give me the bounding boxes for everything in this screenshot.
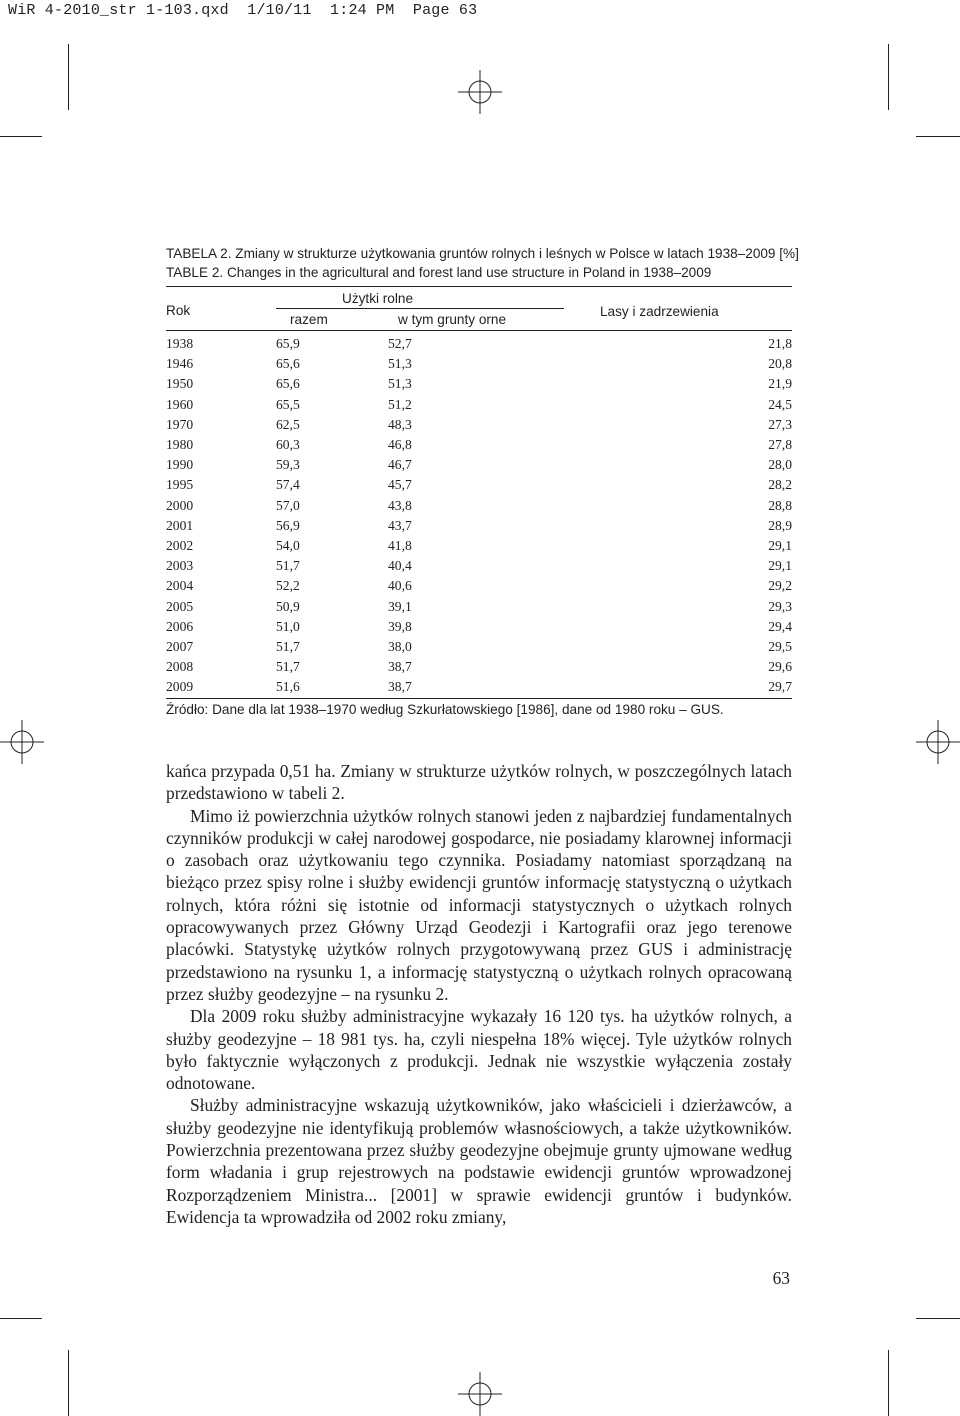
header-bottom-rule	[166, 330, 792, 331]
header-subrule	[276, 308, 564, 309]
crop-mark-top-right-v	[888, 44, 889, 110]
table-row	[166, 475, 792, 495]
table-row	[166, 677, 792, 697]
cell-razem: 51,7	[276, 659, 300, 675]
registration-mark-right-icon	[916, 720, 960, 764]
cell-razem: 51,7	[276, 558, 300, 574]
cell-year: 2005	[166, 598, 194, 614]
cell-grunty-orne: 43,8	[388, 497, 412, 513]
cell-grunty-orne: 51,3	[388, 376, 412, 392]
cell-grunty-orne: 48,3	[388, 416, 412, 432]
cell-lasy: 27,3	[768, 416, 792, 432]
registration-mark-top-icon	[458, 70, 502, 114]
table-row	[166, 556, 792, 576]
cell-grunty-orne: 39,1	[388, 598, 412, 614]
header-lasy: Lasy i zadrzewienia	[600, 304, 719, 319]
cell-year: 1995	[166, 477, 194, 493]
page-number: 63	[772, 1268, 790, 1288]
table-row	[166, 395, 792, 415]
cell-razem: 51,6	[276, 679, 300, 695]
cell-grunty-orne: 38,7	[388, 679, 412, 695]
cell-razem: 54,0	[276, 538, 300, 554]
caption-polish: TABELA 2. Zmiany w strukturze użytkowania gruntów rolnych i leśnych w Polsce w latach 1938–2009 [%]	[166, 246, 799, 261]
table-row	[166, 536, 792, 556]
crop-mark-bottom-left-v	[68, 1350, 69, 1416]
cell-lasy: 29,2	[768, 578, 792, 594]
table-row	[166, 374, 792, 394]
cell-year: 2004	[166, 578, 194, 594]
cell-grunty-orne: 39,8	[388, 618, 412, 634]
cell-year: 1938	[166, 336, 194, 351]
crop-mark-bottom-left-h	[0, 1318, 42, 1319]
cell-lasy: 29,1	[768, 558, 792, 574]
cell-year: 2008	[166, 659, 194, 675]
cell-lasy: 29,3	[768, 598, 792, 614]
cell-lasy: 28,9	[768, 517, 792, 533]
table-row	[166, 617, 792, 637]
cell-razem: 65,6	[276, 376, 300, 392]
cell-year: 2009	[166, 679, 194, 695]
header-razem: razem	[290, 312, 328, 327]
paragraph-4: Służby administracyjne wskazują użytkowników, jako właścicieli i dzierżawców, a służby geodezyjne nie identyfikują problemów własnościowych, a także użytkowników. Powierzchnia prezentowana przez służby geodezyjne obejmuje grunty ujmowane według form władania i grup rejestrowych na podstawie ewidencji gruntów wprowadzonej Rozporządzeniem Ministra... [2001] w sprawie ewidencji gruntów i budynków. Ewidencja ta wprowadziła od 2002 roku zmiany,	[166, 1095, 792, 1227]
cell-year: 1950	[166, 376, 194, 392]
table-row	[166, 576, 792, 596]
crop-mark-top-left-h	[0, 136, 42, 137]
table-bottom-rule	[166, 698, 792, 699]
cell-grunty-orne: 46,7	[388, 457, 412, 473]
cell-year: 2001	[166, 517, 194, 533]
cell-year: 2002	[166, 538, 194, 554]
cell-year: 1946	[166, 356, 194, 372]
cell-razem: 57,4	[276, 477, 300, 493]
table-row	[166, 496, 792, 516]
cell-lasy: 28,0	[768, 457, 792, 473]
cell-grunty-orne: 45,7	[388, 477, 412, 493]
cell-lasy: 21,9	[768, 376, 792, 392]
table-body	[166, 334, 792, 698]
cell-grunty-orne: 43,7	[388, 517, 412, 533]
table-row	[166, 435, 792, 455]
cell-lasy: 28,8	[768, 497, 792, 513]
paragraph-1: kańca przypada 0,51 ha. Zmiany w strukturze użytków rolnych, w poszczególnych latach przedstawiono w tabeli 2.	[166, 761, 792, 804]
cell-grunty-orne: 38,0	[388, 639, 412, 655]
table-row	[166, 354, 792, 374]
table-caption	[166, 244, 806, 282]
cell-razem: 51,7	[276, 639, 300, 655]
header-uzytki-rolne: Użytki rolne	[342, 291, 414, 306]
header-grunty-orne: w tym grunty orne	[398, 312, 507, 327]
paragraph-2: Mimo iż powierzchnia użytków rolnych stanowi jeden z najbardziej fundamentalnych czynników produkcji w całej narodowej gospodarce, nie posiadamy klarownej informacji o zasobach oraz użytkowaniu tego czynnika. Posiadamy natomiast sporządzaną na bieżąco przez spisy rolne i służby ewidencji gruntów informację statystyczną o użytkach rolnych, która różni się istotnie od informacji statystycznych o użytkach rolnych opracowywanych przez Główny Urząd Geodezji i Kartografii oraz jego terenowe placówki. Statystykę użytków rolnych przygotowywaną przez GUS i administrację przedstawiono na rysunku 1, a informację statystyczną o użytkach rolnych opracowaną przez służby geodezyjne – na rysunku 2.	[166, 805, 792, 1004]
paragraph-3: Dla 2009 roku służby administracyjne wykazały 16 120 tys. ha użytków rolnych, a służby geodezyjne – 18 981 tys. ha, czyli niespełna 18% więcej. Tyle użytków rolnych było faktycznie wyłączonych z produkcji. Jednak nie wszystkie wyłączenia zostały odnotowane.	[166, 1006, 792, 1094]
cell-razem: 60,3	[276, 437, 300, 453]
cell-lasy: 29,1	[768, 538, 792, 554]
cell-lasy: 29,6	[768, 659, 792, 675]
cell-year: 1990	[166, 457, 194, 473]
cell-lasy: 20,8	[768, 356, 792, 372]
table-top-rule	[166, 286, 792, 287]
cell-grunty-orne: 40,6	[388, 578, 412, 594]
table-row	[166, 637, 792, 657]
cell-grunty-orne: 52,7	[388, 336, 412, 351]
registration-mark-bottom-icon	[458, 1372, 502, 1416]
cell-lasy: 24,5	[768, 396, 792, 412]
table-row	[166, 657, 792, 677]
cell-grunty-orne: 41,8	[388, 538, 412, 554]
cell-razem: 56,9	[276, 517, 300, 533]
cell-razem: 62,5	[276, 416, 300, 432]
table-row	[166, 415, 792, 435]
file-slug: WiR 4-2010_str 1-103.qxd 1/10/11 1:24 PM Page 63	[8, 2, 478, 19]
table-row	[166, 597, 792, 617]
body-text	[166, 760, 792, 1228]
cell-razem: 52,2	[276, 578, 300, 594]
table-source-note: Źródło: Dane dla lat 1938–1970 według Szkurłatowskiego [1986], dane od 1980 roku – GUS.	[166, 702, 724, 717]
caption-english: TABLE 2. Changes in the agricultural and forest land use structure in Poland in 1938–2009	[166, 265, 712, 280]
cell-razem: 59,3	[276, 457, 300, 473]
table-row	[166, 334, 792, 354]
cell-lasy: 28,2	[768, 477, 792, 493]
cell-year: 1970	[166, 416, 194, 432]
crop-mark-bottom-right-v	[888, 1350, 889, 1416]
registration-mark-left-icon	[0, 720, 44, 764]
cell-lasy: 27,8	[768, 437, 792, 453]
cell-lasy: 29,5	[768, 639, 792, 655]
cell-grunty-orne: 38,7	[388, 659, 412, 675]
cell-razem: 57,0	[276, 497, 300, 513]
header-rok: Rok	[166, 303, 191, 318]
cell-razem: 51,0	[276, 618, 300, 634]
cell-grunty-orne: 40,4	[388, 558, 412, 574]
cell-grunty-orne: 51,2	[388, 396, 412, 412]
cell-razem: 65,5	[276, 396, 300, 412]
cell-razem: 65,6	[276, 356, 300, 372]
cell-year: 1960	[166, 396, 194, 412]
cell-razem: 65,9	[276, 336, 300, 351]
cell-grunty-orne: 46,8	[388, 437, 412, 453]
table-row	[166, 516, 792, 536]
cell-year: 2003	[166, 558, 194, 574]
crop-mark-top-right-h	[916, 136, 960, 137]
cell-year: 2000	[166, 497, 194, 513]
cell-year: 1980	[166, 437, 194, 453]
cell-grunty-orne: 51,3	[388, 356, 412, 372]
cell-lasy: 21,8	[768, 336, 792, 351]
cell-year: 2007	[166, 639, 194, 655]
cell-lasy: 29,4	[768, 618, 792, 634]
crop-mark-top-left-v	[68, 44, 69, 110]
cell-lasy: 29,7	[768, 679, 792, 695]
cell-razem: 50,9	[276, 598, 300, 614]
table-row	[166, 455, 792, 475]
crop-mark-bottom-right-h	[916, 1318, 960, 1319]
cell-year: 2006	[166, 618, 194, 634]
